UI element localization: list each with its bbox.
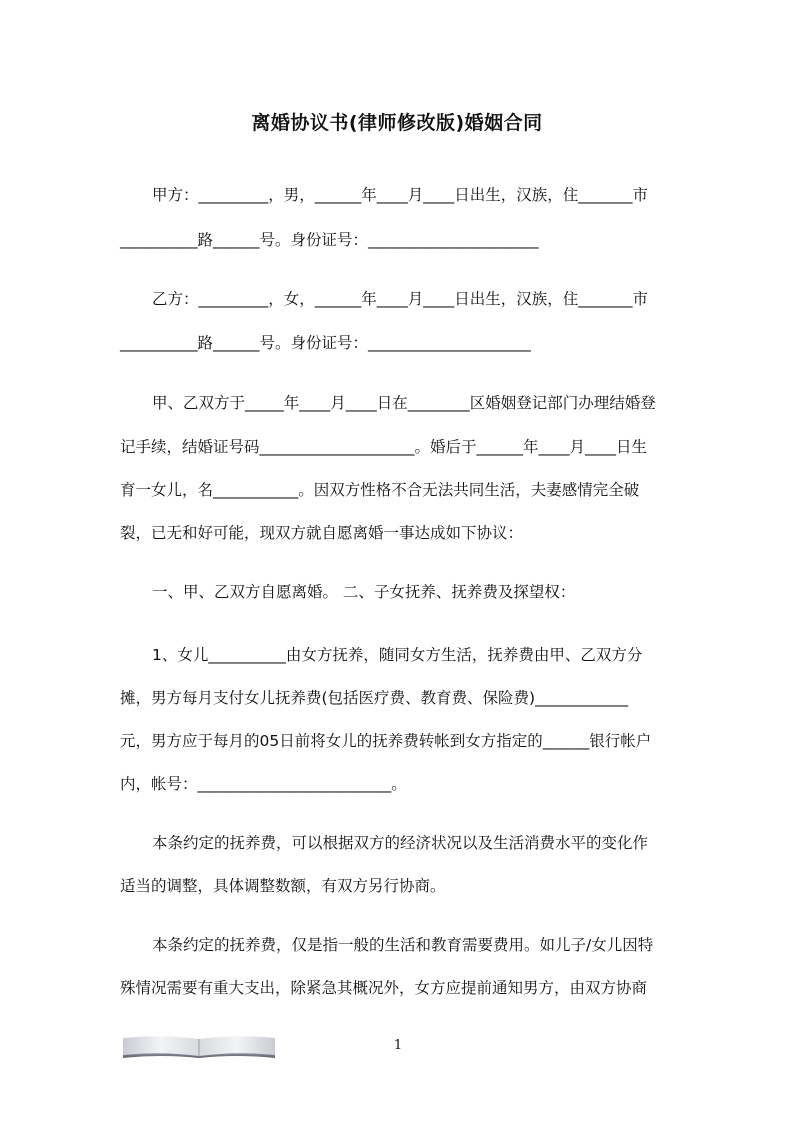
preamble-line-3: 育一女儿，名___________。因双方性格不合无法共同生活，夫妻感情完全破: [120, 481, 640, 499]
custody-line-1: 1、女儿__________由女方抚养，随同女方生活，抚养费由甲、乙双方分: [152, 646, 643, 664]
preamble-line-2: 记手续，结婚证号码____________________。婚后于______年____月____日生: [120, 438, 648, 456]
preamble-line-1: 甲、乙双方于_____年____月____日在________区婚姻登记部门办理结婚登: [152, 394, 656, 412]
party-b-line-2: __________路______号。身份证号：_____________________: [120, 334, 531, 352]
custody-line-3: 元，男方应于每月的05日前将女儿的抚养费转帐到女方指定的______银行帐户: [120, 732, 652, 750]
clause-heading: 一、甲、乙双方自愿离婚。 二、子女抚养、抚养费及探望权：: [152, 583, 576, 601]
document-title: 离婚协议书(律师修改版)婚姻合同: [251, 112, 543, 134]
adjustment-line-2: 适当的调整，具体调整数额，有双方另行协商。: [120, 877, 446, 895]
page-number: 1: [393, 1038, 403, 1053]
party-a-line-1: 甲方：_________，男，______年____月____日出生，汉族，住_______市: [152, 186, 649, 204]
adjustment-line-1: 本条约定的抚养费，可以根据双方的经济状况以及生活消费水平的变化作: [152, 834, 649, 852]
preamble-line-4: 裂，已无和好可能，现双方就自愿离婚一事达成如下协议：: [120, 524, 524, 542]
party-a-line-2: __________路______号。身份证号：______________________: [120, 231, 539, 249]
custody-line-4: 内，帐号：_________________________。: [120, 775, 407, 793]
open-book-icon: [121, 1034, 277, 1058]
scope-line-1: 本条约定的抚养费，仅是指一般的生活和教育需要费用。如儿子/女儿因特: [152, 936, 654, 954]
custody-line-2: 摊，男方每月支付女儿抚养费(包括医疗费、教育费、保险费)____________: [120, 689, 629, 707]
scope-line-2: 殊情况需要有重大支出，除紧急其概况外，女方应提前通知男方，由双方协商: [120, 979, 648, 997]
party-b-line-1: 乙方：_________，女，______年____月____日出生，汉族，住_______市: [152, 290, 649, 308]
